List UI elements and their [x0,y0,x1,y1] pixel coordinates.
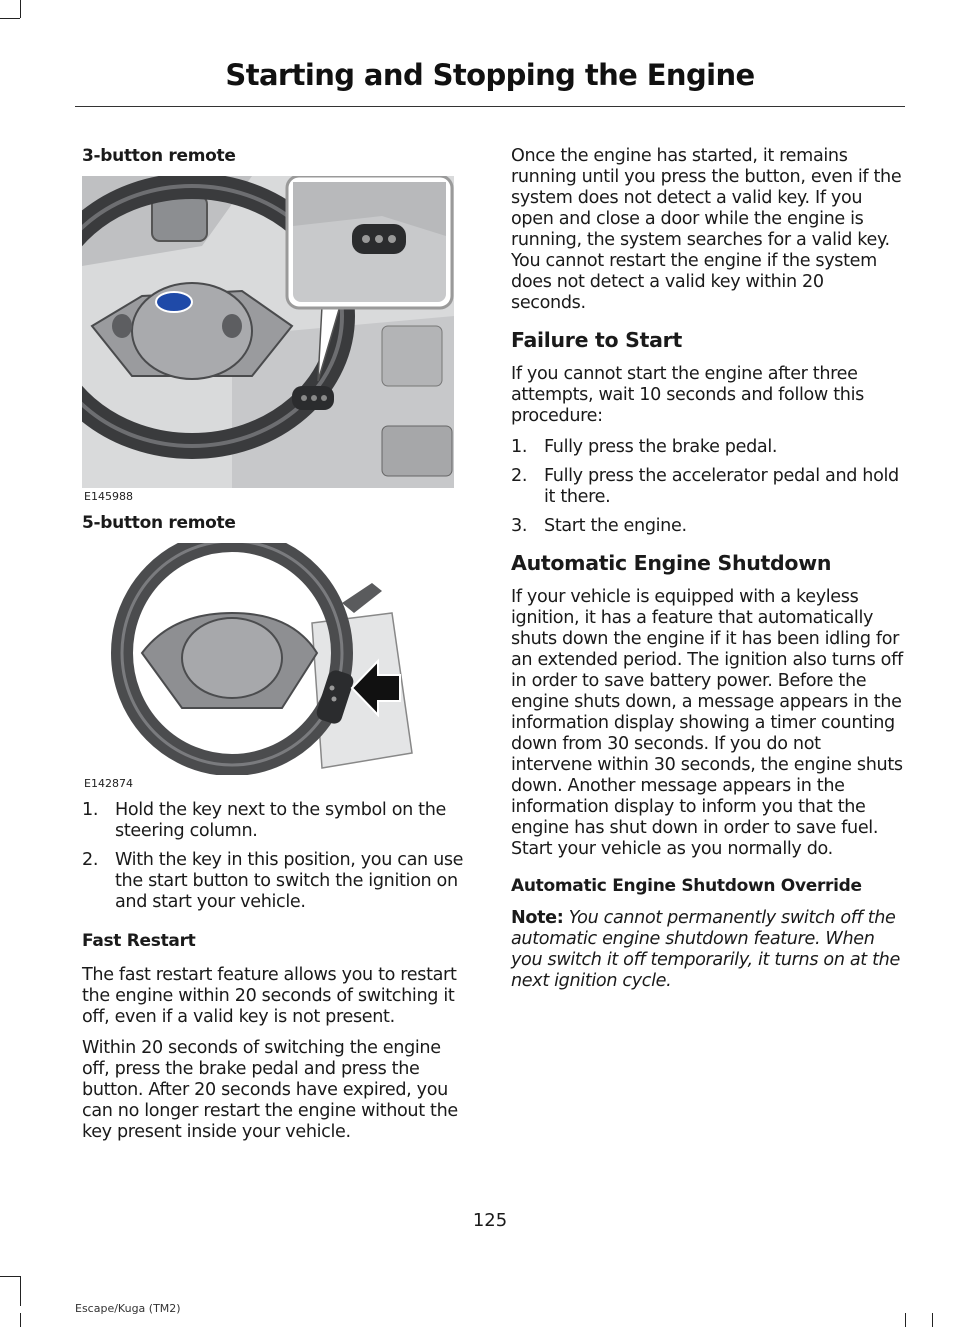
figure-5-button-remote [82,543,472,790]
footer-model: Escape/Kuga (TM2) [75,1302,181,1315]
automatic-shutdown-heading: Automatic Engine Shutdown [511,551,832,575]
fast-restart-paragraph-2: Within 20 seconds of switching the engine off, press the brake pedal and press the button. After 20 seconds have expired, you can no longer restart the engine without the key present inside your vehicle. [82,1038,458,1142]
failure-steps-list [511,437,903,537]
steering-wheel-illustration-5-button [82,543,454,775]
shutdown-override-heading: Automatic Engine Shutdown Override [511,876,862,896]
crop-mark [20,1276,21,1306]
figure-heading-3-button: 3-button remote [82,146,236,166]
fast-restart-heading: Fast Restart [82,931,196,951]
figure-code: E142874 [84,777,133,790]
failure-to-start-text: If you cannot start the engine after three attempts, wait 10 seconds and follow this procedure: [511,364,864,426]
crop-mark [20,1313,21,1327]
crop-mark [932,1313,933,1327]
title-divider [75,106,905,107]
list-item: 2. With the key in this position, you can use the start button to switch the ignition on and start your vehicle. [82,850,464,912]
right-column [511,146,903,1002]
crop-mark [0,1276,20,1277]
list-item: 2. Fully press the accelerator pedal and hold it there. [511,466,899,507]
figure-heading-5-button: 5-button remote [82,513,236,533]
key-steps-list [82,800,472,913]
list-item: 1. Fully press the brake pedal. [511,437,778,457]
fast-restart-paragraph-1: The fast restart feature allows you to restart the engine within 20 seconds of switching it off, even if a valid key is not present. [82,965,457,1027]
figure-3-button-remote [82,176,472,503]
intro-paragraph: Once the engine has started, it remains running until you press the button, even if the system does not detect a valid key. If you open and close a door while the engine is running, the system searches for a valid key. You cannot restart the engine if the system does not detect a valid key within 20 seconds. [511,146,902,313]
list-item: 1. Hold the key next to the symbol on the steering column. [82,800,446,841]
page-title: Starting and Stopping the Engine [225,58,755,92]
override-note [511,908,903,992]
steering-wheel-illustration-3-button [82,176,454,488]
crop-mark [20,0,21,18]
list-item: 3. Start the engine. [511,516,687,536]
figure-code: E145988 [84,490,133,503]
note-text: You cannot permanently switch off the automatic engine shutdown feature. When you switch it off temporarily, it turns on at the next ignition cycle. [511,908,900,991]
automatic-shutdown-text: If your vehicle is equipped with a keyless ignition, it has a feature that automatically shuts down the engine if it has been idling for an extended period. The ignition also turns off in order to save battery power. Before the engine shuts down, a message appears in the information display showing a timer counting down from 30 seconds. If you do not intervene within 30 seconds, the engine shuts down. Another message appears in the information display to inform you that the engine has shut down in order to save fuel. Start your vehicle as you normally do. [511,587,903,859]
crop-mark [905,1313,906,1327]
page-number: 125 [472,1210,508,1231]
crop-mark [0,18,20,19]
failure-to-start-heading: Failure to Start [511,328,682,352]
note-label: Note: [511,908,564,928]
left-column [82,146,472,1153]
